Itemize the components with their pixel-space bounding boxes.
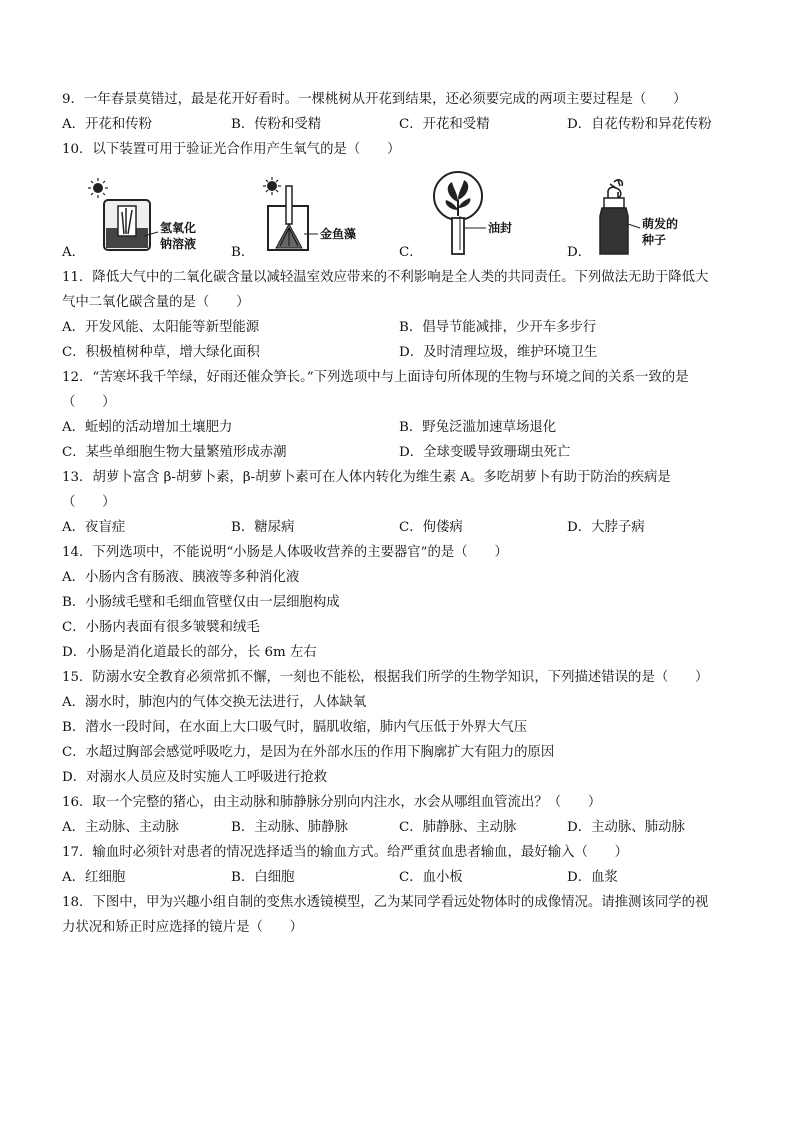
q15-option-b[interactable]: B．潜水一段时间，在水面上大口吸气时，膈肌收缩，肺内气压低于外界大气压 xyxy=(62,720,528,735)
question-14-stem: 14．下列选项中，不能说明“小肠是人体吸收营养的主要器官”的是（ ） xyxy=(62,545,508,560)
naoh-label-2: 钠溶液 xyxy=(160,237,197,251)
q9-option-b[interactable]: B．传粉和受精 xyxy=(231,117,322,132)
q17-option-d[interactable]: D．血浆 xyxy=(567,870,618,885)
q15-option-c[interactable]: C．水超过胸部会感觉呼吸吃力，是因为在外部水压的作用下胸廓扩大有阻力的原因 xyxy=(62,745,555,760)
q9-option-c[interactable]: C．开花和受精 xyxy=(399,117,490,132)
sun-icon xyxy=(88,178,108,198)
apparatus-c-figure xyxy=(420,170,530,260)
q10-option-a[interactable]: A． xyxy=(62,245,86,260)
q12-option-b[interactable]: B．野兔泛滥加速草场退化 xyxy=(399,420,557,435)
naoh-label-1: 氢氧化 xyxy=(160,221,197,235)
q15-option-d[interactable]: D．对溺水人员应及时实施人工呼吸进行抢救 xyxy=(62,770,328,785)
q13-option-d[interactable]: D．大脖子病 xyxy=(567,520,645,535)
question-17-stem: 17．输血时必须针对患者的情况选择适当的输血方式。给严重贫血患者输血，最好输入（ ） xyxy=(62,845,629,860)
question-12-stem-2: （ ） xyxy=(62,395,116,410)
question-9-stem: 9．一年春景莫错过，最是花开好看时。一棵桃树从开花到结果，还必须要完成的两项主要过程是（ ） xyxy=(62,92,687,107)
q15-option-a[interactable]: A．溺水时，肺泡内的气体交换无法进行，人体缺氧 xyxy=(62,695,367,710)
q16-option-d[interactable]: D．主动脉、肺动脉 xyxy=(567,820,685,835)
apparatus-b-figure xyxy=(252,176,372,258)
sun-icon xyxy=(263,177,281,195)
q10-option-b[interactable]: B． xyxy=(231,245,255,260)
q13-option-c[interactable]: C．佝偻病 xyxy=(399,520,463,535)
q10-option-d[interactable]: D． xyxy=(567,245,592,260)
q16-option-c[interactable]: C．肺静脉、主动脉 xyxy=(399,820,517,835)
question-13-stem-1: 13．胡萝卜富含 β-胡萝卜素，β-胡萝卜素可在人体内转化为维生素 A。多吃胡萝卜有助于防治的疾病是 xyxy=(62,470,671,485)
seed-label-1: 萌发的 xyxy=(642,217,679,231)
question-12-stem-1: 12．“苦寒坏我千竿绿，好雨还催众笋长。”下列选项中与上面诗句所体现的生物与环境之间的关系一致的是 xyxy=(62,370,689,385)
question-10-stem: 10．以下装置可用于验证光合作用产生氧气的是（ ） xyxy=(62,142,401,157)
q11-option-d[interactable]: D．及时清理垃圾，维护环境卫生 xyxy=(399,345,598,360)
question-16-stem: 16．取一个完整的猪心，由主动脉和肺静脉分别向内注水，水会从哪组血管流出？（ ） xyxy=(62,795,602,810)
apparatus-d-figure xyxy=(592,176,702,258)
q17-option-b[interactable]: B．白细胞 xyxy=(231,870,295,885)
question-15-stem: 15．防溺水安全教育必须常抓不懈，一刻也不能松，根据我们所学的生物学知识，下列描述错误的是（ ） xyxy=(62,670,709,685)
q14-option-d[interactable]: D．小肠是消化道最长的部分，长 6m 左右 xyxy=(62,645,317,660)
q17-option-c[interactable]: C．血小板 xyxy=(399,870,463,885)
q17-option-a[interactable]: A．红细胞 xyxy=(62,870,126,885)
q12-option-a[interactable]: A．蚯蚓的活动增加土壤肥力 xyxy=(62,420,233,435)
apparatus-a-figure xyxy=(84,176,214,258)
q13-option-a[interactable]: A．夜盲症 xyxy=(62,520,126,535)
seed-label-2: 种子 xyxy=(642,233,667,247)
q11-option-a[interactable]: A．开发风能、太阳能等新型能源 xyxy=(62,320,260,335)
q16-option-b[interactable]: B．主动脉、肺静脉 xyxy=(231,820,348,835)
q11-option-b[interactable]: B．倡导节能减排，少开车多步行 xyxy=(399,320,597,335)
question-13-stem-2: （ ） xyxy=(62,495,116,510)
q13-option-b[interactable]: B．糖尿病 xyxy=(231,520,295,535)
q9-option-a[interactable]: A．开花和传粉 xyxy=(62,117,153,132)
q9-option-d[interactable]: D．自花传粉和异花传粉 xyxy=(567,117,712,132)
q14-option-b[interactable]: B．小肠绒毛壁和毛细血管壁仅由一层细胞构成 xyxy=(62,595,340,610)
q12-option-d[interactable]: D．全球变暖导致珊瑚虫死亡 xyxy=(399,445,571,460)
q14-option-c[interactable]: C．小肠内表面有很多皱襞和绒毛 xyxy=(62,620,260,635)
waterweed-label: 金鱼藻 xyxy=(320,227,357,241)
question-18-stem-2: 力状况和矫正时应选择的镜片是（ ） xyxy=(62,920,304,935)
question-11-stem-1: 11．降低大气中的二氧化碳含量以减轻温室效应带来的不利影响是全人类的共同责任。下列做法无助于降低大 xyxy=(62,270,709,285)
q16-option-a[interactable]: A．主动脉、主动脉 xyxy=(62,820,179,835)
question-11-stem-2: 气中二氧化碳含量的是（ ） xyxy=(62,295,250,310)
q14-option-a[interactable]: A．小肠内含有肠液、胰液等多种消化液 xyxy=(62,570,300,585)
question-18-stem-1: 18．下图中，甲为兴趣小组自制的变焦水透镜模型，乙为某同学看远处物体时的成像情况。请推测该同学的视 xyxy=(62,895,709,910)
q12-option-c[interactable]: C．某些单细胞生物大量繁殖形成赤潮 xyxy=(62,445,287,460)
oil-seal-label: 油封 xyxy=(488,221,513,235)
q10-option-c[interactable]: C． xyxy=(399,245,423,260)
q11-option-c[interactable]: C．积极植树种草，增大绿化面积 xyxy=(62,345,260,360)
